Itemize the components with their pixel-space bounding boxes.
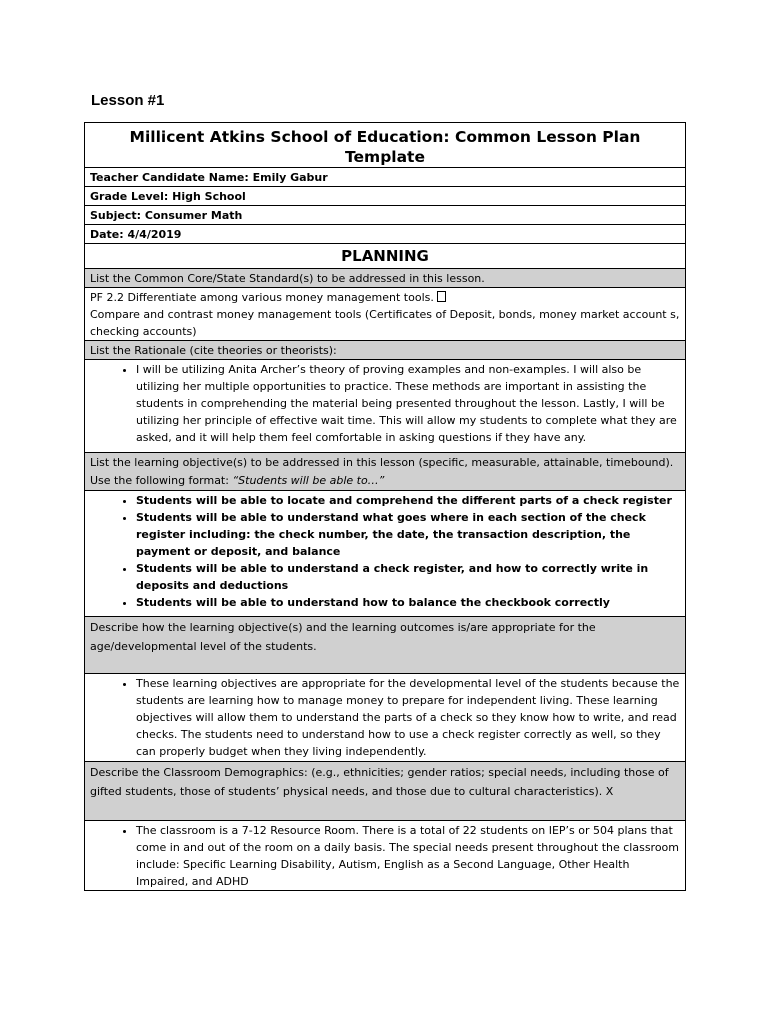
list-item: • These learning objectives are appropriate for the developmental level of the students because the students are learning how to manage money to prepare for independent living. These learning objectives will allow them to understand the parts of a check so they know how to write, and read checks. The students need to understand how to use a check register correctly as well, so they can properly budget when they living independently. <box>136 675 680 760</box>
objectives-heading <box>85 453 686 491</box>
missing-glyph-icon <box>437 291 446 302</box>
list-item: • Students will be able to understand a check register, and how to correctly write in deposits and deductions <box>136 560 680 594</box>
lesson-number: Lesson #1 <box>91 92 165 109</box>
appropriateness-body <box>85 674 686 762</box>
demographics-body <box>85 821 686 891</box>
standard-line-2: Compare and contrast money management tools (Certificates of Deposit, bonds, money market account s, checking accounts) <box>90 308 680 338</box>
objectives-heading-text: List the learning objective(s) to be addressed in this lesson (specific, measurable, attainable, timebound). Use the following format: <box>90 456 674 487</box>
standards-body <box>85 288 686 341</box>
demographics-heading: Describe the Classroom Demographics: (e.g., ethnicities; gender ratios; special needs, including those of gifted students, those of students’ physical needs, and those due to cultural characteristics). X <box>85 762 686 821</box>
planning-heading: PLANNING <box>85 244 686 269</box>
appropriateness-heading: Describe how the learning objective(s) and the learning outcomes is/are appropriate for the age/developmental level of the students. <box>85 617 686 674</box>
date: Date: 4/4/2019 <box>85 225 686 244</box>
list-item: • Students will be able to locate and comprehend the different parts of a check register <box>136 492 680 509</box>
objectives-format-example: “Students will be able to…” <box>232 474 385 487</box>
list-item: • Students will be able to understand how to balance the checkbook correctly <box>136 594 680 611</box>
subject: Subject: Consumer Math <box>85 206 686 225</box>
objectives-body <box>85 491 686 617</box>
grade-level: Grade Level: High School <box>85 187 686 206</box>
teacher-name: Teacher Candidate Name: Emily Gabur <box>85 168 686 187</box>
template-title-cell <box>85 123 686 168</box>
list-item: • The classroom is a 7-12 Resource Room. There is a total of 22 students on IEP’s or 504 plans that come in and out of the room on a daily basis. The special needs present throughout the classroom include: Specific Learning Disability, Autism, English as a Second Language, Other Health Impaired, and ADHD <box>136 822 680 890</box>
rationale-heading: List the Rationale (cite theories or theorists): <box>85 341 686 360</box>
rationale-body <box>85 360 686 453</box>
standard-line-1: PF 2.2 Differentiate among various money management tools. <box>90 291 434 304</box>
list-item: • I will be utilizing Anita Archer’s theory of proving examples and non-examples. I will also be utilizing her multiple opportunities to practice. These methods are important in assisting the students in comprehending the material being presented throughout the lesson. Lastly, I will be utilizing her principle of effective wait time. This will allow my students to complete what they are asked, and it will help them feel comfortable in asking questions if they have any. <box>136 361 680 446</box>
lesson-plan-table <box>84 122 686 891</box>
template-title: Millicent Atkins School of Education: Common Lesson Plan Template <box>129 128 641 166</box>
standards-heading: List the Common Core/State Standard(s) to be addressed in this lesson. <box>85 269 686 288</box>
list-item: • Students will be able to understand what goes where in each section of the check register including: the check number, the date, the transaction description, the payment or deposit, and balance <box>136 509 680 560</box>
